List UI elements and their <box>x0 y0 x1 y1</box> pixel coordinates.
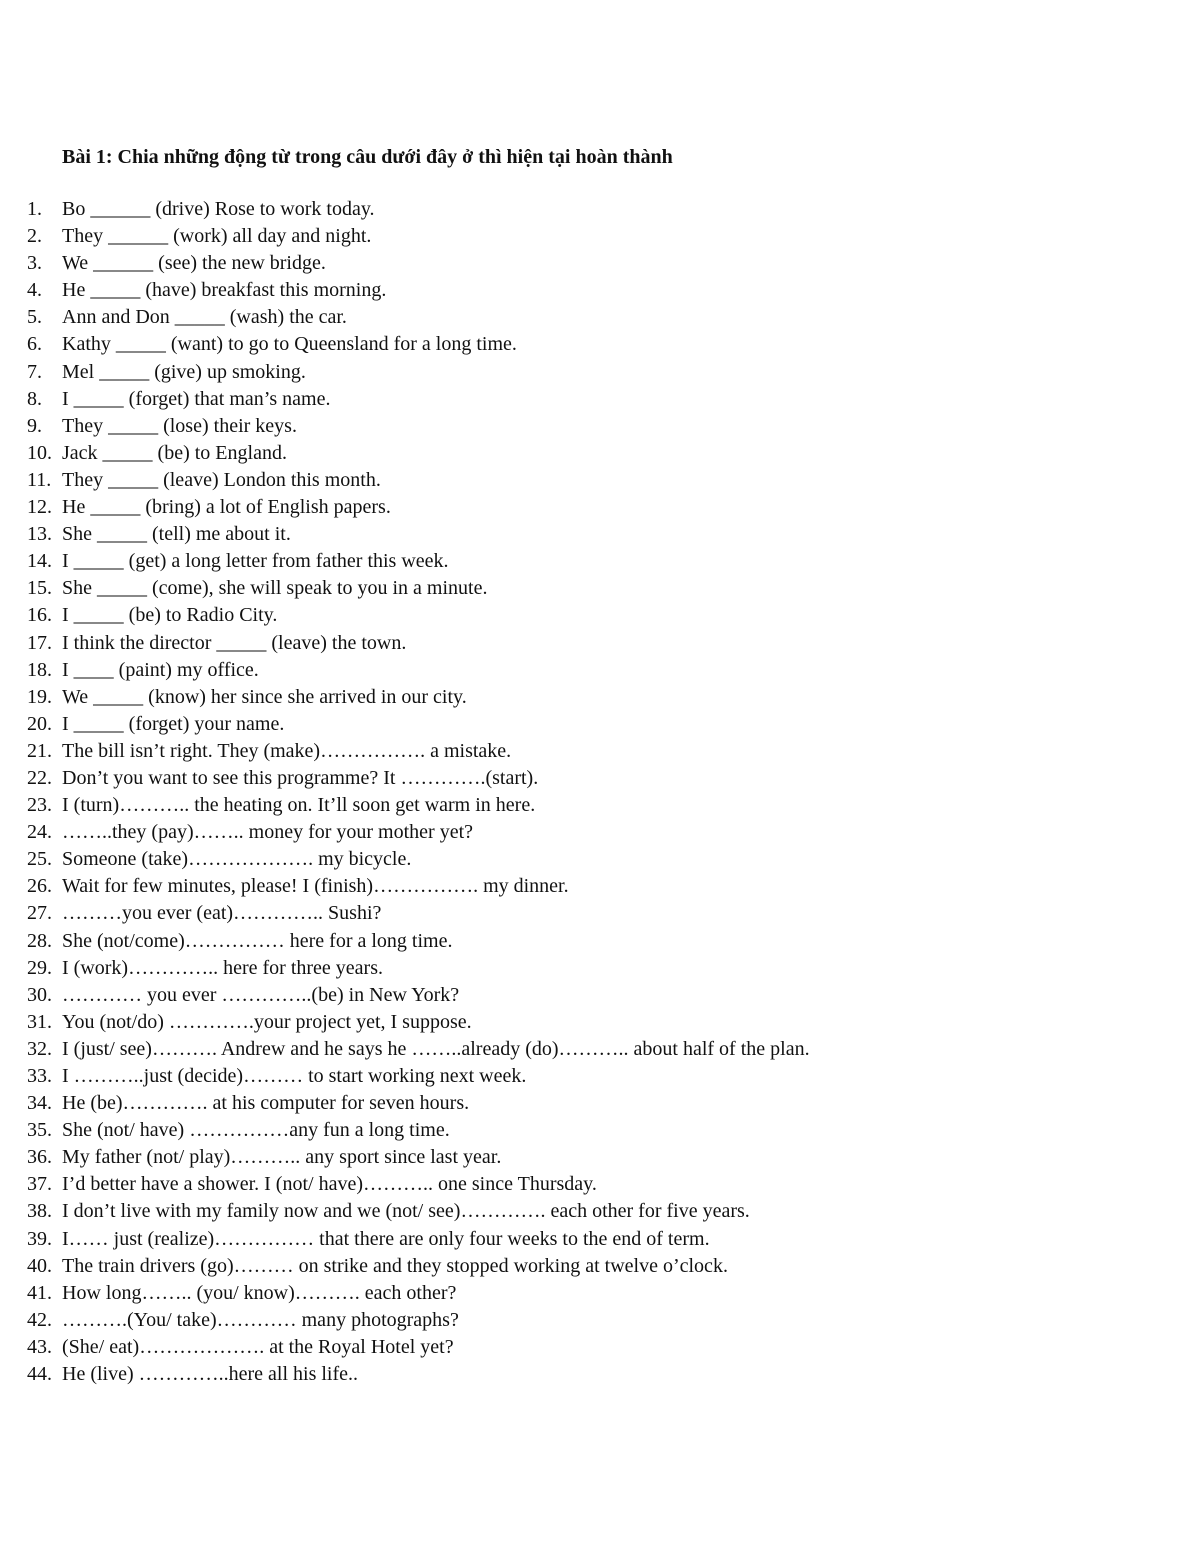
exercise-sentence: He (live) …………..here all his life.. <box>62 1363 359 1386</box>
exercise-number: 25. <box>27 848 52 871</box>
exercise-item <box>0 1036 1200 1063</box>
exercise-sentence: We _____ (know) her since she arrived in our city. <box>62 685 467 708</box>
exercise-item <box>0 359 1200 386</box>
exercise-item <box>0 711 1200 738</box>
exercise-item <box>0 1253 1200 1280</box>
exercise-number: 18. <box>27 658 52 681</box>
exercise-number: 20. <box>27 712 52 735</box>
exercise-sentence: How long…….. (you/ know)………. each other? <box>62 1281 457 1304</box>
exercise-number: 42. <box>27 1308 52 1331</box>
exercise-sentence: I ………..just (decide)……… to start working next week. <box>62 1065 527 1087</box>
exercise-sentence: I don’t live with my family now and we (not/ see)…………. each other for five years. <box>62 1200 750 1223</box>
exercise-number: 8. <box>27 387 42 410</box>
exercise-item <box>0 1063 1200 1090</box>
exercise-sentence: They _____ (leave) London this month. <box>62 468 381 491</box>
exercise-number: 26. <box>27 875 52 898</box>
exercise-item <box>0 548 1200 575</box>
exercise-number: 41. <box>27 1281 52 1304</box>
exercise-item <box>0 684 1200 711</box>
exercise-number: 19. <box>27 685 52 708</box>
exercise-number: 24. <box>27 821 52 844</box>
exercise-sentence: ………… you ever …………..(be) in New York? <box>62 983 460 1006</box>
exercise-sentence: Kathy _____ (want) to go to Queensland for a long time. <box>62 333 517 356</box>
exercise-number: 7. <box>27 360 42 383</box>
exercise-number: 34. <box>27 1092 52 1115</box>
exercise-sentence: I _____ (get) a long letter from father this week. <box>62 550 449 573</box>
exercise-list <box>0 196 1200 1388</box>
exercise-item <box>0 386 1200 413</box>
exercise-sentence: Mel _____ (give) up smoking. <box>62 360 306 383</box>
exercise-item <box>0 250 1200 277</box>
exercise-number: 12. <box>27 496 52 519</box>
exercise-title: Bài 1: Chia những động từ trong câu dưới đây ở thì hiện tại hoàn thành <box>62 146 673 168</box>
exercise-item <box>0 196 1200 223</box>
exercise-item <box>0 1280 1200 1307</box>
exercise-item <box>0 223 1200 250</box>
exercise-item <box>0 575 1200 602</box>
exercise-item <box>0 738 1200 765</box>
exercise-sentence: Wait for few minutes, please! I (finish)……………. my dinner. <box>62 875 569 898</box>
exercise-number: 22. <box>27 766 52 789</box>
exercise-number: 35. <box>27 1119 52 1142</box>
exercise-sentence: Ann and Don _____ (wash) the car. <box>62 306 347 329</box>
exercise-number: 17. <box>27 631 52 654</box>
exercise-number: 4. <box>27 279 42 302</box>
exercise-number: 6. <box>27 333 42 356</box>
exercise-sentence: I’d better have a shower. I (not/ have)……….. one since Thursday. <box>62 1173 597 1196</box>
exercise-sentence: I _____ (forget) your name. <box>62 712 285 735</box>
exercise-number: 23. <box>27 794 52 817</box>
exercise-number: 44. <box>27 1363 52 1386</box>
exercise-number: 5. <box>27 306 42 329</box>
exercise-sentence: She _____ (tell) me about it. <box>62 523 291 546</box>
exercise-item <box>0 819 1200 846</box>
exercise-number: 31. <box>27 1010 52 1033</box>
exercise-item <box>0 873 1200 900</box>
exercise-item <box>0 630 1200 657</box>
exercise-item <box>0 928 1200 955</box>
exercise-number: 16. <box>27 604 52 627</box>
exercise-sentence: He _____ (bring) a lot of English papers. <box>62 496 391 519</box>
exercise-item <box>0 494 1200 521</box>
exercise-item <box>0 304 1200 331</box>
exercise-number: 37. <box>27 1173 52 1196</box>
exercise-item <box>0 1144 1200 1171</box>
exercise-number: 38. <box>27 1200 52 1223</box>
exercise-item <box>0 1334 1200 1361</box>
exercise-number: 10. <box>27 441 52 464</box>
exercise-sentence: Someone (take)………………. my bicycle. <box>62 848 412 871</box>
exercise-number: 28. <box>27 929 52 952</box>
exercise-sentence: They ______ (work) all day and night. <box>62 225 372 248</box>
exercise-item <box>0 1198 1200 1225</box>
exercise-number: 9. <box>27 414 42 437</box>
exercise-number: 21. <box>27 739 52 762</box>
exercise-sentence: ………you ever (eat)………….. Sushi? <box>62 902 382 925</box>
exercise-sentence: I think the director _____ (leave) the town. <box>62 631 407 654</box>
exercise-item <box>0 846 1200 873</box>
exercise-sentence: Don’t you want to see this programme? It ………….(start). <box>62 766 539 789</box>
exercise-sentence: He (be)…………. at his computer for seven hours. <box>62 1092 470 1115</box>
exercise-sentence: They _____ (lose) their keys. <box>62 414 297 437</box>
exercise-item <box>0 413 1200 440</box>
exercise-sentence: (She/ eat)………………. at the Royal Hotel yet? <box>62 1335 454 1358</box>
exercise-sentence: ……..they (pay)…….. money for your mother yet? <box>62 821 474 844</box>
exercise-item <box>0 765 1200 792</box>
exercise-sentence: We ______ (see) the new bridge. <box>62 252 326 275</box>
exercise-sentence: I (work)………….. here for three years. <box>62 956 383 979</box>
exercise-sentence: ……….(You/ take)………… many photographs? <box>62 1308 459 1331</box>
exercise-sentence: He _____ (have) breakfast this morning. <box>62 279 387 302</box>
exercise-item <box>0 1171 1200 1198</box>
exercise-number: 40. <box>27 1254 52 1277</box>
exercise-sentence: I _____ (be) to Radio City. <box>62 604 278 627</box>
exercise-number: 3. <box>27 252 42 275</box>
exercise-sentence: I…… just (realize)…………… that there are only four weeks to the end of term. <box>62 1227 710 1250</box>
exercise-number: 43. <box>27 1335 52 1358</box>
exercise-item <box>0 1361 1200 1388</box>
exercise-item <box>0 657 1200 684</box>
exercise-number: 15. <box>27 577 52 600</box>
exercise-number: 33. <box>27 1065 52 1087</box>
exercise-sentence: The train drivers (go)……… on strike and they stopped working at twelve o’clock. <box>62 1254 728 1277</box>
exercise-sentence: I _____ (forget) that man’s name. <box>62 387 331 410</box>
exercise-sentence: Jack _____ (be) to England. <box>62 441 287 464</box>
exercise-sentence: She (not/come)…………… here for a long time. <box>62 929 453 952</box>
exercise-item <box>0 521 1200 548</box>
exercise-number: 14. <box>27 550 52 573</box>
exercise-number: 11. <box>27 468 52 491</box>
exercise-item <box>0 440 1200 467</box>
exercise-item <box>0 982 1200 1009</box>
exercise-sentence: She _____ (come), she will speak to you in a minute. <box>62 577 488 600</box>
exercise-item <box>0 467 1200 494</box>
exercise-item <box>0 955 1200 982</box>
exercise-number: 30. <box>27 983 52 1006</box>
exercise-number: 27. <box>27 902 52 925</box>
exercise-number: 2. <box>27 225 42 248</box>
exercise-item <box>0 1117 1200 1144</box>
exercise-number: 1. <box>27 198 42 220</box>
exercise-item <box>0 602 1200 629</box>
exercise-sentence: My father (not/ play)……….. any sport since last year. <box>62 1146 502 1169</box>
exercise-sentence: Bo ______ (drive) Rose to work today. <box>62 198 375 220</box>
exercise-sentence: I ____ (paint) my office. <box>62 658 259 681</box>
exercise-sentence: I (just/ see)………. Andrew and he says he ……..already (do)……….. about half of the plan. <box>62 1037 810 1060</box>
exercise-number: 39. <box>27 1227 52 1250</box>
exercise-item <box>0 1307 1200 1334</box>
exercise-sentence: I (turn)……….. the heating on. It’ll soon get warm in here. <box>62 794 536 817</box>
exercise-item <box>0 277 1200 304</box>
exercise-number: 36. <box>27 1146 52 1169</box>
exercise-number: 32. <box>27 1037 52 1060</box>
exercise-item <box>0 1226 1200 1253</box>
exercise-sentence: The bill isn’t right. They (make)……………. a mistake. <box>62 739 512 762</box>
exercise-number: 13. <box>27 523 52 546</box>
exercise-sentence: You (not/do) ………….your project yet, I suppose. <box>62 1010 472 1033</box>
exercise-item <box>0 1009 1200 1036</box>
exercise-item <box>0 331 1200 358</box>
exercise-number: 29. <box>27 956 52 979</box>
exercise-item <box>0 900 1200 927</box>
exercise-sentence: She (not/ have) ……………any fun a long time. <box>62 1119 450 1142</box>
exercise-item <box>0 1090 1200 1117</box>
exercise-item <box>0 792 1200 819</box>
